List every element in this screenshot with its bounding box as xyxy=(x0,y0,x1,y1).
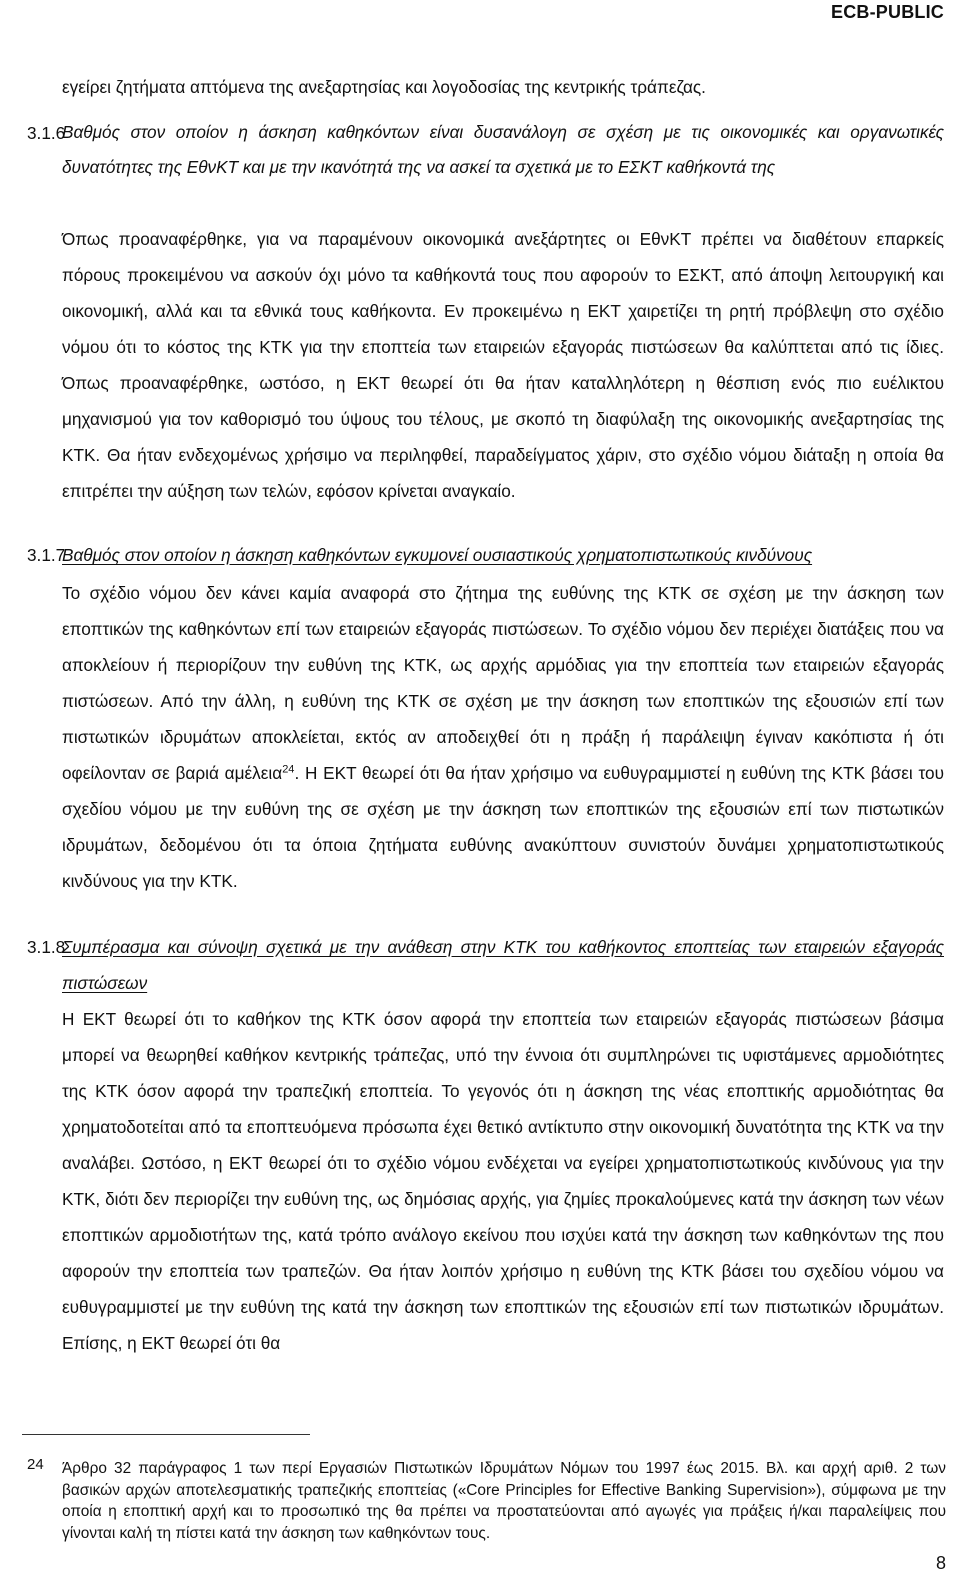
footnote-number: 24 xyxy=(27,1456,44,1473)
section-heading-3-1-8 xyxy=(62,929,944,1001)
page-number: 8 xyxy=(935,1553,946,1573)
section-body-3-1-8: Η ΕΚΤ θεωρεί ότι το καθήκον της ΚΤΚ όσον αφορά την εποπτεία των εταιρειών εξαγοράς πιστώσεων βάσιμα μπορεί να θεωρηθεί καθήκον κεντρικής τράπεζας, υπό την έννοια ότι συμπληρώνει τις υφιστάμενες αρμοδιότητες της ΚΤΚ όσον αφορά την τραπεζική εποπτεία. Το γεγονός ότι η άσκηση της νέας εποπτικής αρμοδιότητας θα χρηματοδοτείται από τα εποπτευόμενα πρόσωπα έχει θετικό αντίκτυπο στην οικονομική δυνατότητα της ΚΤΚ να την αναλάβει. Ωστόσο, η ΕΚΤ θεωρεί ότι το σχέδιο νόμου ενδέχεται να εγείρει χρηματοπιστωτικούς κινδύνους για την ΚΤΚ, διότι δεν περιορίζει την ευθύνη της, ως δημόσιας αρχής, για ζημίες προκαλούμενες κατά την άσκηση των νέων εποπτικών αρμοδιοτήτων της, κατά τρόπο ανάλογο εκείνου που ισχύει κατά την άσκηση των καθηκόντων της που αφορούν την εποπτεία των τραπεζών. Θα ήταν λοιπόν χρήσιμο η ευθύνη της ΚΤΚ βάσει του σχεδίου νόμου να ευθυγραμμιστεί με την ευθύνη της κατά την άσκηση των εποπτικών της εξουσιών επί των πιστωτικών ιδρυμάτων. Επίσης, η ΕΚΤ θεωρεί ότι θα xyxy=(62,1009,944,1353)
section-body-3-1-7-part1: Το σχέδιο νόμου δεν κάνει καμία αναφορά στο ζήτημα της ευθύνης της ΚΤΚ σε σχέση με την άσκηση των εποπτικών της καθηκόντων επί των εταιρειών εξαγοράς πιστώσεων. Το σχέδιο νόμου δεν περιέχει διατάξεις που να αποκλείουν ή περιορίζουν την ευθύνη της ΚΤΚ, ως αρχής αρμόδιας για την εποπτεία των εταιρειών εξαγοράς πιστώσεων. Από την άλλη, η ευθύνη της ΚΤΚ σε σχέση με την άσκηση των εποπτικών της εξουσιών επί των πιστωτικών ιδρυμάτων αποκλείεται, εκτός αν αποδειχθεί ότι η πράξη ή παράλειψη έγιναν κακόπιστα ή ότι οφείλονταν σε βαριά αμέλεια xyxy=(62,583,944,783)
section-heading-3-1-8-text: Συμπέρασμα και σύνοψη σχετικά με την ανάθεση στην ΚΤΚ του καθήκοντος εποπτείας των εταιρειών εξαγοράς πιστώσεων xyxy=(62,937,944,993)
section-number-3-1-8: 3.1.8 xyxy=(27,937,66,957)
footnote-divider xyxy=(22,1434,310,1435)
section-heading-3-1-7 xyxy=(62,537,944,573)
intro-line: εγείρει ζητήματα απτόμενα της ανεξαρτησίας και λογοδοσίας της κεντρικής τράπεζας. xyxy=(62,77,706,97)
section-body-3-1-7-part2: . Η ΕΚΤ θεωρεί ότι θα ήταν χρήσιμο να ευθυγραμμιστεί η ευθύνη της ΚΤΚ βάσει του σχεδίου νόμου με την ευθύνη της σε σχέση με την άσκηση των εποπτικών της εξουσιών επί των πιστωτικών ιδρυμάτων, δεδομένου ότι τα όποια ζητήματα ευθύνης ανακύπτουν συνιστούν δυνάμει χρηματοπιστωτικούς κινδύνους για την ΚΤΚ. xyxy=(62,763,944,891)
classification-label: ECB-PUBLIC xyxy=(831,2,944,22)
section-body-3-1-7 xyxy=(62,575,944,899)
footnote-reference[interactable]: 24 xyxy=(282,763,295,776)
footnote-text: Άρθρο 32 παράγραφος 1 των περί Εργασιών Πιστωτικών Ιδρυμάτων Νόμων του 1997 έως 2015. Βλ. και αρχή αριθ. 2 των βασικών αρχών αποτελεσματικής τραπεζικής εποπτείας («Core Principles for Effective Banking Supervision»), σύμφωνα με την οποία η εποπτική αρχή και το προσωπικό της θα πρέπει να προστατεύονται από αγωγές για πράξεις ή/και παραλείψεις που γίνονται καλή τη πίστει κατά την άσκηση των καθηκόντων τους. xyxy=(62,1460,946,1542)
section-heading-3-1-6: Βαθμός στον οποίον η άσκηση καθηκόντων είναι δυσανάλογη σε σχέση με τις οικονομικές και οργανωτικές δυνατότητες της ΕθνΚΤ και με την ικανότητά της να ασκεί τα σχετικά με το ΕΣΚΤ καθήκοντά της xyxy=(62,122,944,177)
section-number-3-1-6: 3.1.6 xyxy=(27,123,66,143)
section-body-3-1-6: Όπως προαναφέρθηκε, για να παραμένουν οικονομικά ανεξάρτητες οι ΕθνΚΤ πρέπει να διαθέτουν επαρκείς πόρους προκειμένου να ασκούν όχι μόνο τα καθήκοντά τους που αφορούν το ΕΣΚΤ, από άποψη λειτουργική και οικονομική, αλλά και τα εθνικά τους καθήκοντα. Εν προκειμένω η ΕΚΤ χαιρετίζει τη ρητή πρόβλεψη στο σχέδιο νόμου ότι το κόστος της ΚΤΚ για την εποπτεία των εταιρειών εξαγοράς πιστώσεων θα καλύπτεται από τις ίδιες. Όπως προαναφέρθηκε, ωστόσο, η ΕΚΤ θεωρεί ότι θα ήταν καταλληλότερη η θέσπιση ενός πιο ευέλικτου μηχανισμού για τον καθορισμό του ύψους του τέλους, με σκοπό τη διαφύλαξη της οικονομικής ανεξαρτησίας της ΚΤΚ. Θα ήταν ενδεχομένως χρήσιμο να περιληφθεί, παραδείγματος χάριν, στο σχέδιο νόμου διάταξη η οποία θα επιτρέπει την αύξηση των τελών, εφόσον κρίνεται αναγκαίο. xyxy=(62,229,944,501)
section-number-3-1-7: 3.1.7 xyxy=(27,545,66,565)
section-heading-3-1-7-text: Βαθμός στον οποίον η άσκηση καθηκόντων εγκυμονεί ουσιαστικούς χρηματοπιστωτικούς κινδύνους xyxy=(62,545,813,565)
